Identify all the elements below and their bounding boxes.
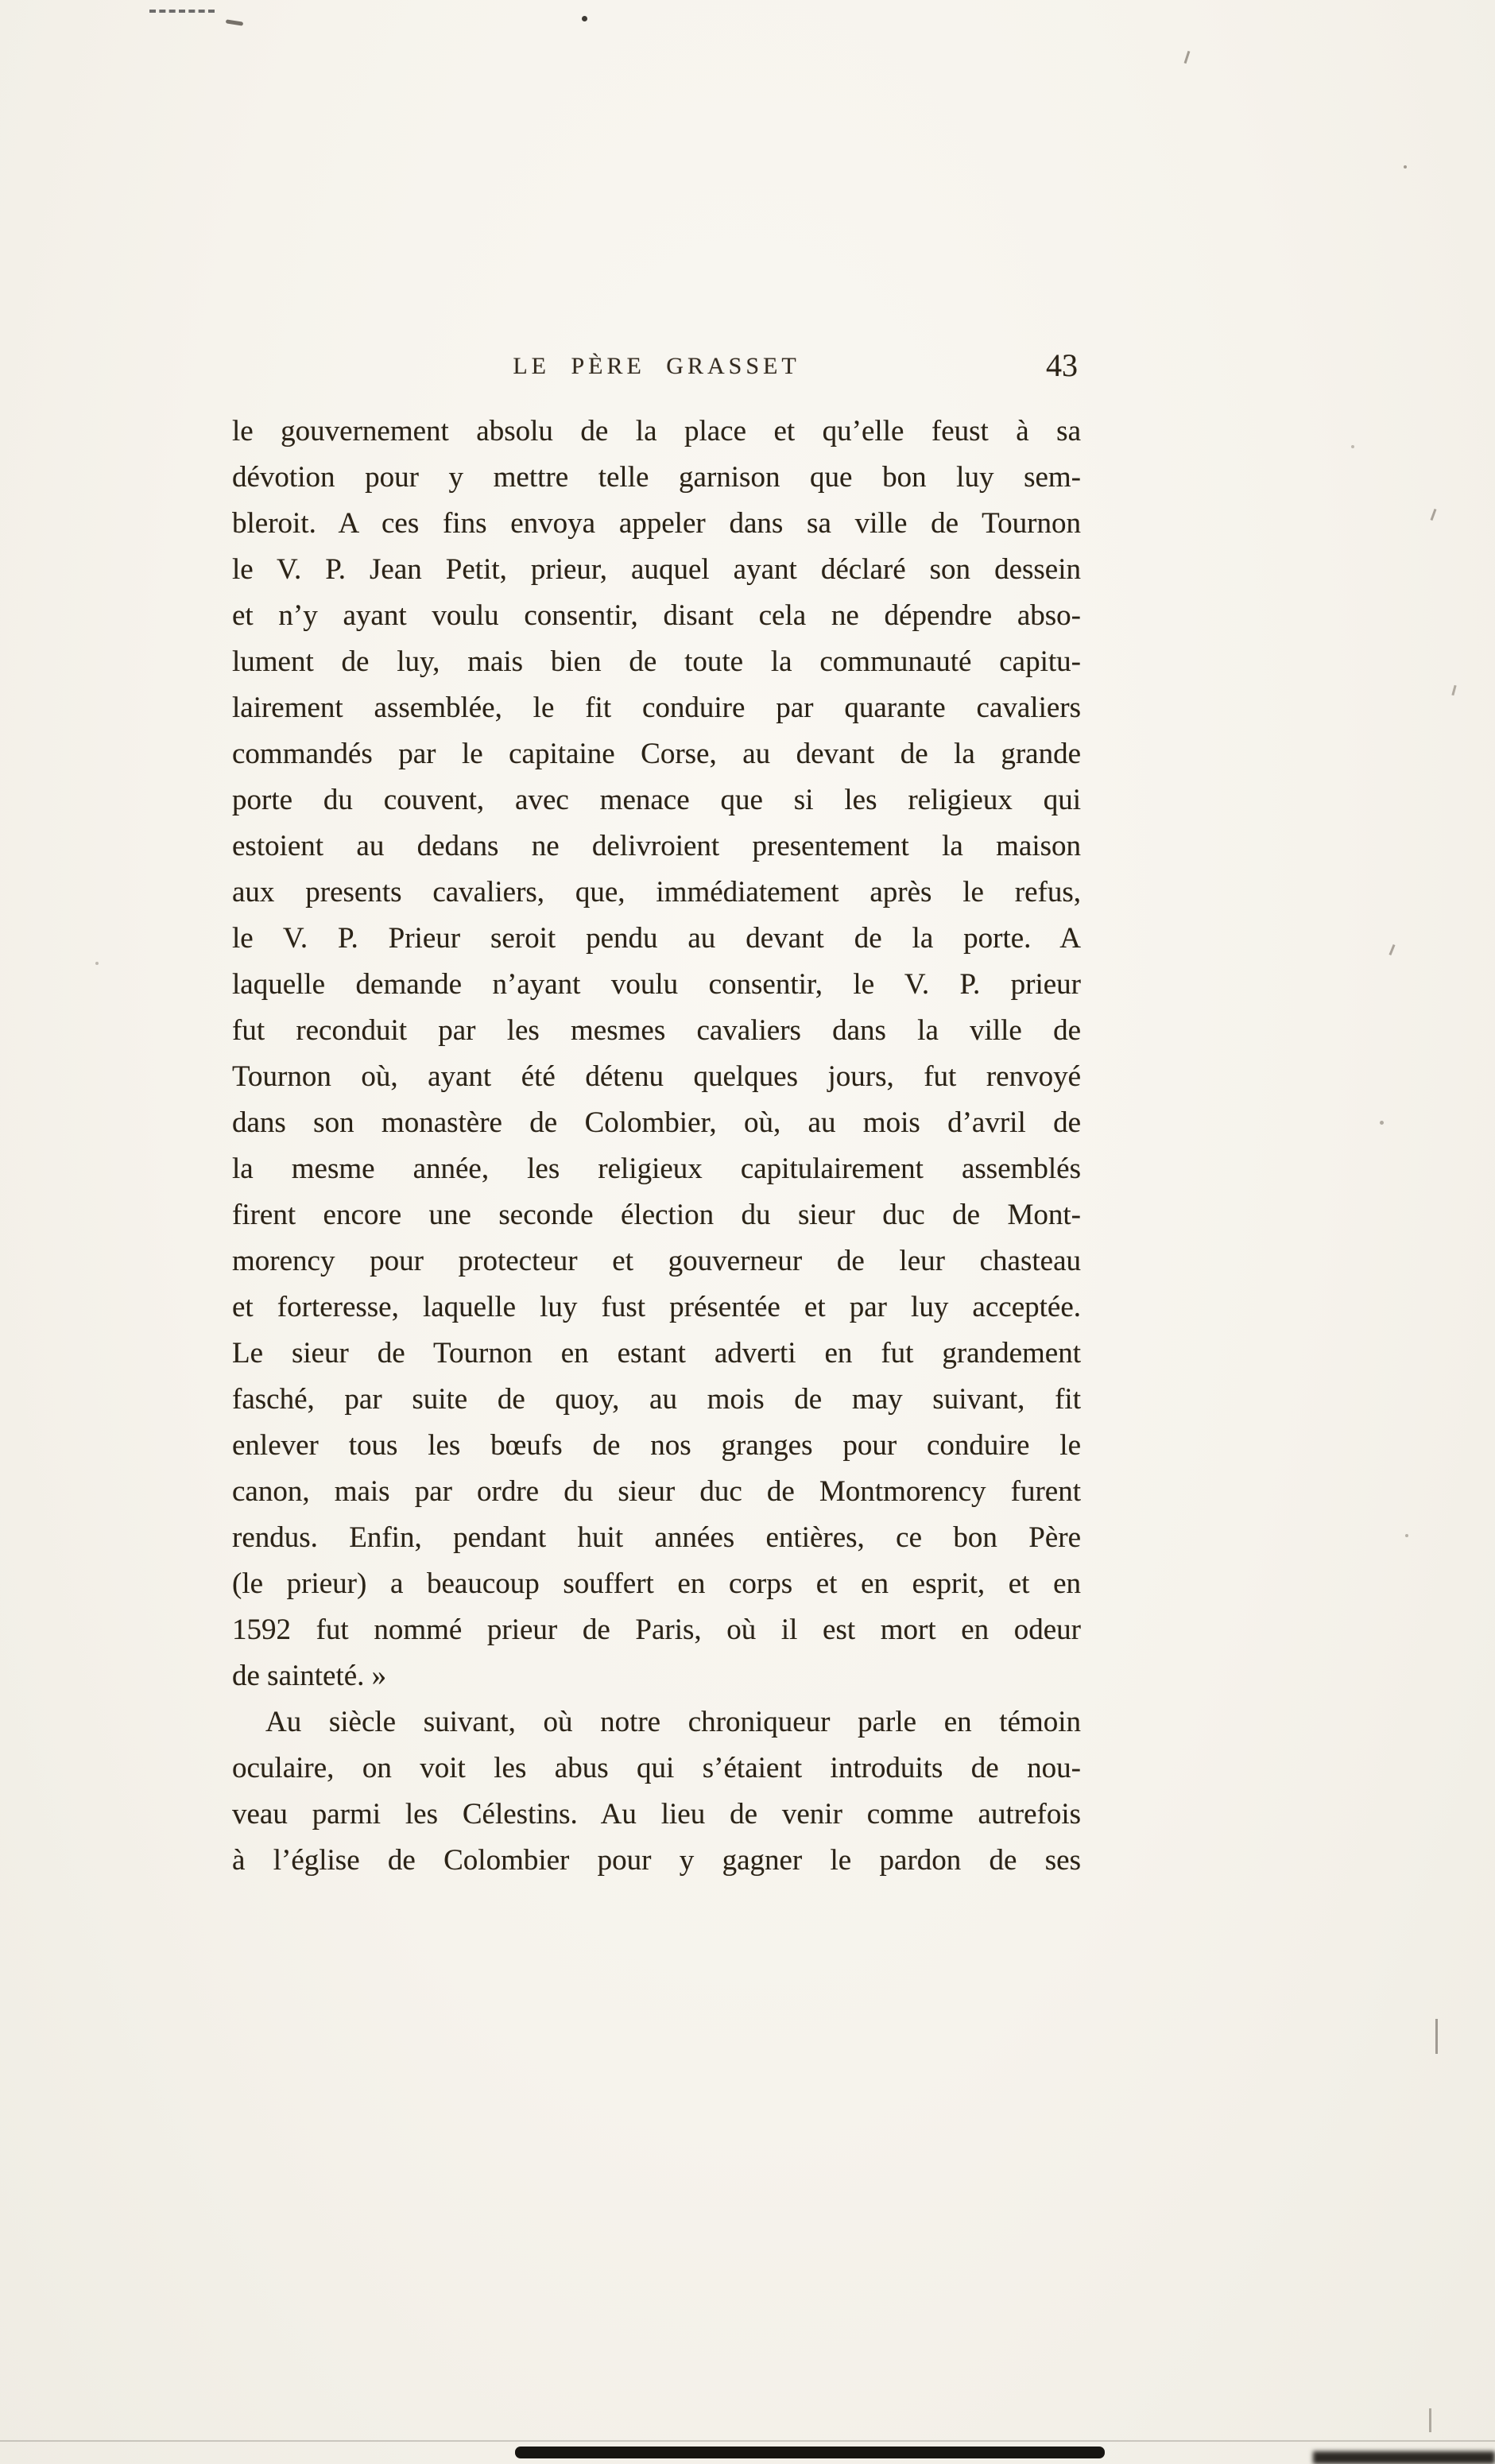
scan-artifact <box>1404 165 1407 169</box>
text-line: firent encore une seconde élection du sieur duc de Mont- <box>232 1199 1081 1231</box>
scan-artifact <box>95 962 99 965</box>
scan-artifact <box>1405 1534 1408 1537</box>
text-line: canon, mais par ordre du sieur duc de Montmorency furent <box>232 1475 1081 1508</box>
text-line: et n’y ayant voulu consentir, disant cela ne dépendre abso- <box>232 599 1081 632</box>
scan-artifact <box>1388 944 1395 955</box>
text-line: de sainteté. » <box>232 1660 387 1692</box>
text-block <box>232 409 1081 1884</box>
text-line: (le prieur) a beaucoup souffert en corps et en esprit, et en <box>232 1567 1081 1600</box>
text-line: lairement assemblée, le fit conduire par quarante cavaliers <box>232 692 1081 724</box>
text-line: porte du couvent, avec menace que si les religieux qui <box>232 784 1081 816</box>
text-line: le gouvernement absolu de la place et qu’elle feust à sa <box>232 415 1081 447</box>
running-header-title: LE PÈRE GRASSET <box>513 353 800 379</box>
text-line: enlever tous les bœufs de nos granges pour conduire le <box>232 1429 1081 1462</box>
text-line: bleroit. A ces fins envoya appeler dans sa ville de Tournon <box>232 507 1081 540</box>
text-line: aux presents cavaliers, que, immédiatement après le refus, <box>232 876 1081 909</box>
text-line: 1592 fut nommé prieur de Paris, où il est mort en odeur <box>232 1614 1081 1646</box>
text-line: à l’église de Colombier pour y gagner le pardon de ses <box>232 1844 1081 1877</box>
text-line: oculaire, on voit les abus qui s’étaient introduits de nou- <box>232 1752 1081 1784</box>
scan-artifact <box>582 16 587 21</box>
scan-artifact <box>1380 1121 1384 1125</box>
scan-artifact <box>1435 2019 1438 2054</box>
scan-artifact <box>1429 2408 1431 2432</box>
text-line: morency pour protecteur et gouverneur de leur chasteau <box>232 1245 1081 1277</box>
text-line: le V. P. Prieur seroit pendu au devant de la porte. A <box>232 922 1081 955</box>
scan-artifact <box>1431 509 1437 521</box>
scan-artifact <box>226 19 244 25</box>
scan-artifact <box>149 10 215 13</box>
text-line: commandés par le capitaine Corse, au devant de la grande <box>232 738 1081 770</box>
text-line: dans son monastère de Colombier, où, au mois d’avril de <box>232 1106 1081 1139</box>
text-line: veau parmi les Célestins. Au lieu de venir comme autrefois <box>232 1798 1081 1831</box>
text-line: le V. P. Jean Petit, prieur, auquel ayant déclaré son dessein <box>232 553 1081 586</box>
scan-edge-bar <box>515 2447 1105 2458</box>
text-line: rendus. Enfin, pendant huit années entières, ce bon Père <box>232 1521 1081 1554</box>
text-line: Au siècle suivant, où notre chroniqueur parle en témoin <box>265 1706 1081 1738</box>
text-line: fut reconduit par les mesmes cavaliers dans la ville de <box>232 1014 1081 1047</box>
scan-artifact <box>1451 685 1456 695</box>
text-line: lument de luy, mais bien de toute la communauté capitu- <box>232 645 1081 678</box>
text-line: la mesme année, les religieux capitulairement assemblés <box>232 1153 1081 1185</box>
text-line: estoient au dedans ne delivroient presentement la maison <box>232 830 1081 862</box>
scan-artifact <box>1184 51 1191 64</box>
scan-edge-line <box>0 2440 1495 2442</box>
page-content <box>232 347 1081 1884</box>
text-line: et forteresse, laquelle luy fust présentée et par luy acceptée. <box>232 1291 1081 1323</box>
text-line: Le sieur de Tournon en estant adverti en fut grandement <box>232 1337 1081 1370</box>
page-number: 43 <box>1046 347 1078 383</box>
text-line: dévotion pour y mettre telle garnison que bon luy sem- <box>232 461 1081 494</box>
text-line: fasché, par suite de quoy, au mois de may suivant, fit <box>232 1383 1081 1416</box>
page-header <box>232 347 1081 407</box>
text-line: laquelle demande n’ayant voulu consentir, le V. P. prieur <box>232 968 1081 1001</box>
text-line: Tournon où, ayant été détenu quelques jours, fut renvoyé <box>232 1060 1081 1093</box>
scan-artifact <box>1351 445 1354 448</box>
scan-edge-smudge <box>1313 2451 1495 2464</box>
